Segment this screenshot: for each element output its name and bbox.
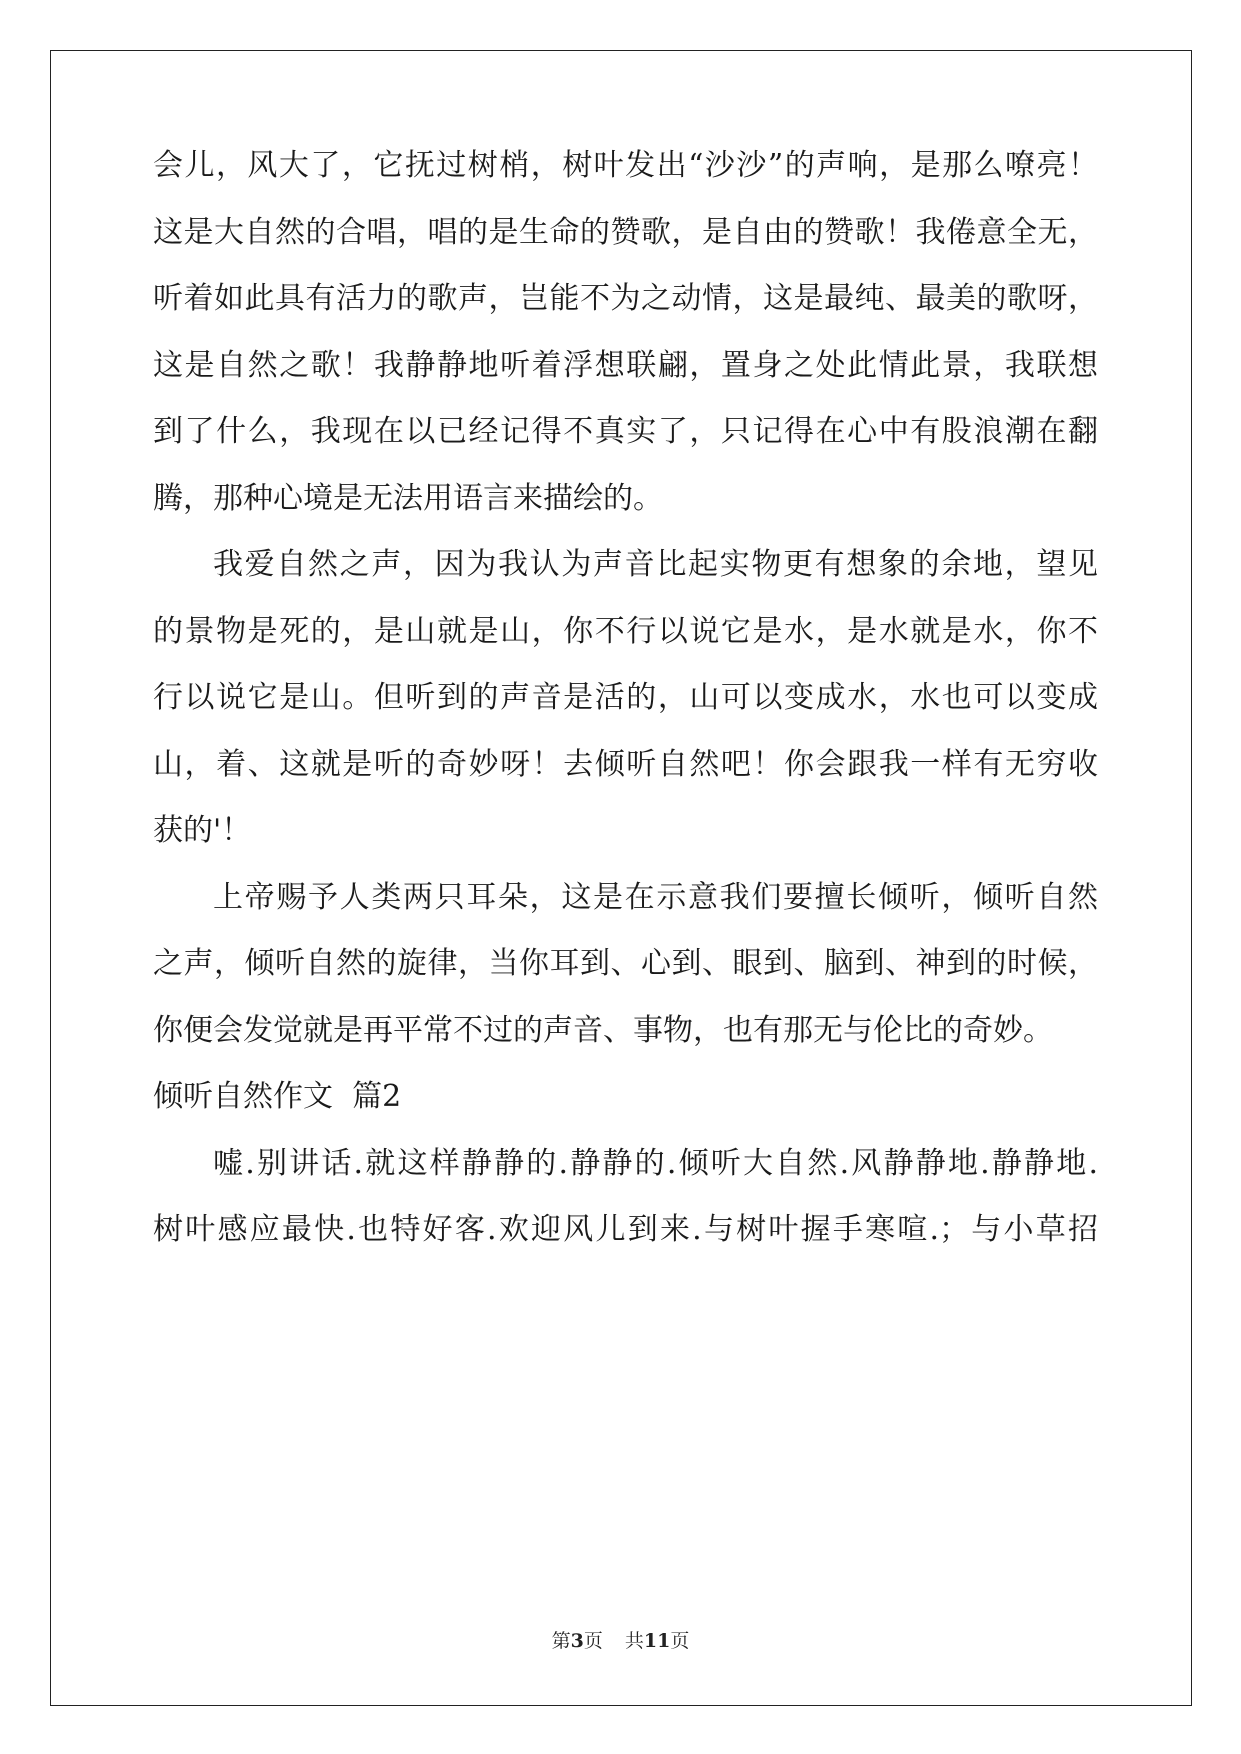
- text-line: 你便会发觉就是再平常不过的声音、事物，也有那无与伦比的奇妙。: [153, 1012, 1053, 1048]
- text-line: 之声，倾听自然的旋律，当你耳到、心到、眼到、脑到、神到的时候，: [153, 946, 1098, 981]
- text-line: 我爱自然之声，因为我认为声音比起实物更有想象的余地，望见: [213, 547, 1098, 582]
- text-line: 会儿，风大了，它抚过树梢，树叶发出“沙沙”的声响，是那么嘹亮！: [153, 148, 1098, 183]
- total-suffix: 页: [670, 1630, 690, 1652]
- text-line: 行以说它是山。但听到的声音是活的，山可以变成水，水也可以变成: [153, 680, 1098, 715]
- page-suffix: 页: [583, 1630, 603, 1652]
- text-line: 嘘.别讲话.就这样静静的.静静的.倾听大自然.风静静地.静静地.: [213, 1145, 1098, 1181]
- document-body: [153, 148, 1098, 1279]
- page-footer: [0, 1626, 1241, 1653]
- text-line: 听着如此具有活力的歌声，岂能不为之动情，这是最纯、最美的歌呀，: [153, 281, 1098, 316]
- text-line: 腾，那种心境是无法用语言来描绘的。: [153, 480, 663, 516]
- section-heading: 倾听自然作文 篇2: [153, 1079, 402, 1114]
- text-line: 获的'！: [153, 813, 252, 848]
- page-total: 11: [643, 1630, 671, 1652]
- text-line: 这是自然之歌！我静静地听着浮想联翩，置身之处此情此景，我联想: [153, 347, 1098, 383]
- text-line: 的景物是死的，是山就是山，你不行以说它是水，是水就是水，你不: [153, 613, 1098, 649]
- total-prefix: 共: [624, 1630, 644, 1652]
- text-line: 这是大自然的合唱，唱的是生命的赞歌，是自由的赞歌！我倦意全无，: [153, 214, 1098, 250]
- text-line: 山，着、这就是听的奇妙呀！去倾听自然吧！你会跟我一样有无穷收: [153, 746, 1098, 782]
- text-line: 树叶感应最快.也特好客.欢迎风儿到来.与树叶握手寒喧.；与小草招: [153, 1212, 1098, 1247]
- page-number: 3: [570, 1630, 584, 1652]
- page-prefix: 第: [551, 1630, 571, 1652]
- text-line: 到了什么，我现在以已经记得不真实了，只记得在心中有股浪潮在翻: [153, 414, 1098, 449]
- text-line: 上帝赐予人类两只耳朵，这是在示意我们要擅长倾听，倾听自然: [213, 879, 1098, 915]
